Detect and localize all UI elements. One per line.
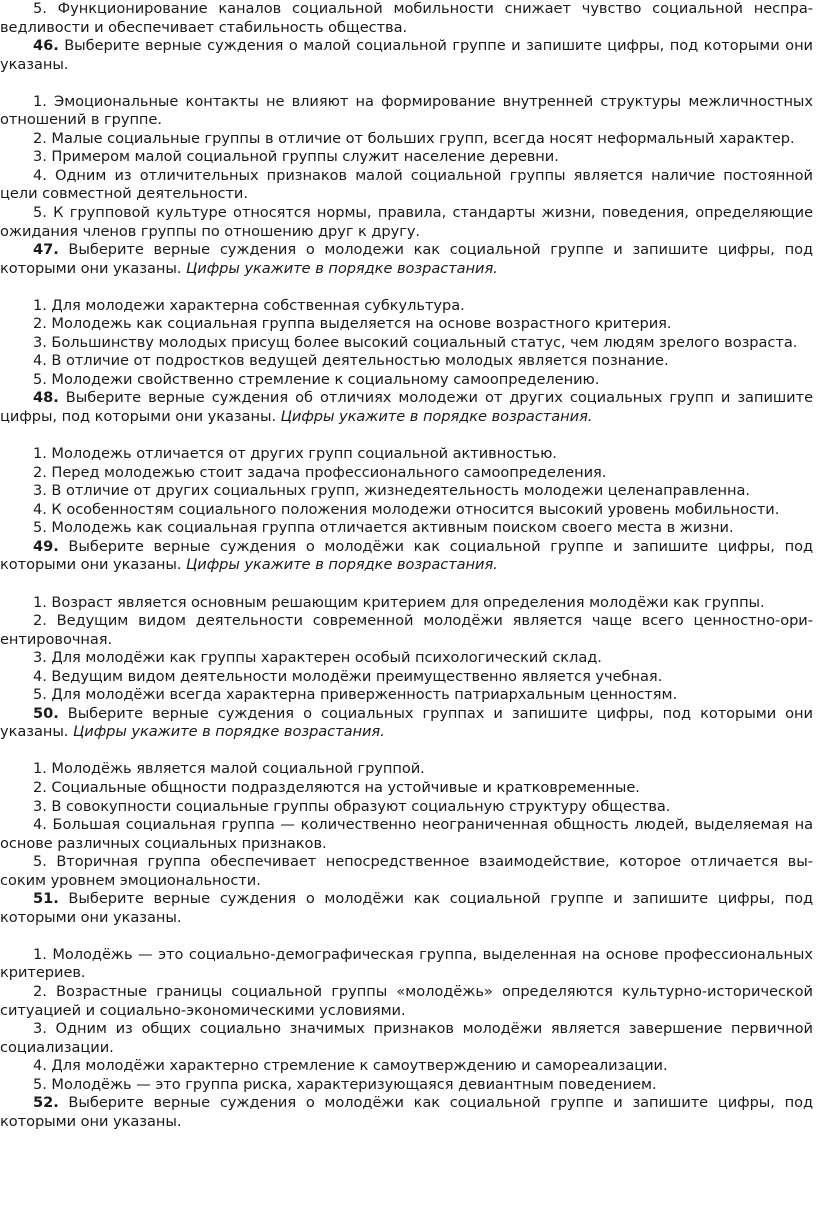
answer-option: 5. Для молодёжи всегда характерна приверженность патриархальным ценностям. <box>33 686 678 704</box>
question-prompt <box>0 890 816 927</box>
answer-option: 3. В совокупности социальные группы образуют социальную структуру общества. <box>33 797 671 815</box>
question-text: Выберите верные суждения о молодежи как социальной группе и запишите цифры, под которыми они указаны. <box>0 241 813 277</box>
answer-option: 4. Ведущим видом деятельности молодёжи преимущественно является учебная. <box>33 667 663 685</box>
question-text: Выберите верные суждения о малой социальной группе и запишите цифры, под которыми они указаны. <box>0 37 813 73</box>
answer-option: 1. Для молодежи характерна собственная субкультура. <box>33 296 465 314</box>
answer-option: 3. Большинству молодых присущ более высокий социальный статус, чем людям зрелого возраста. <box>33 333 798 351</box>
question-prompt <box>0 37 816 74</box>
question-hint: Цифры укажите в порядке возрастания. <box>186 556 498 574</box>
answer-option: 3. В отличие от других социальных групп, жизнедеятельность молодежи целенаправленна. <box>33 482 750 500</box>
question-prompt <box>0 241 816 278</box>
answer-option: 4. Для молодёжи характерно стремление к самоутверждению и самореализации. <box>33 1057 668 1075</box>
question-prompt <box>0 1094 816 1131</box>
question-text: Выберите верные суждения об отличиях молодежи от других социальных групп и запишите цифры, под которыми они указаны. <box>0 389 813 426</box>
question-text: Выберите верные суждения о молодёжи как социальной группе и запишите цифры, под которыми они указаны. <box>0 1094 813 1130</box>
question-number: 46. <box>33 37 59 55</box>
answer-option: 5. Молодежь как социальная группа отличается активным поиском своего места в жизни. <box>33 519 734 537</box>
question-prompt <box>0 538 816 575</box>
answer-option: 3. Для молодёжи как группы характерен особый психологический склад. <box>33 649 602 667</box>
question-hint: Цифры укажите в порядке возрастания. <box>186 259 498 277</box>
question-text: Выберите верные суждения о молодёжи как социальной группе и запишите цифры, под которыми они указаны. <box>0 890 813 926</box>
blank-line <box>0 742 816 761</box>
question-text: Выберите верные суждения о социальных группах и запишите цифры, под которыми они указаны. <box>0 704 813 741</box>
answer-option: 2. Малые социальные группы в отличие от больших групп, всегда носят неформальный характер. <box>33 129 795 147</box>
answer-option: 2. Возрастные границы социальной группы «молодёжь» определяются культурно-исторической ситуацией и социально-экономическими условиями. <box>0 982 813 1019</box>
answer-option: 3. Одним из общих социально значимых признаков молодёжи является завершение первичной социализации. <box>0 1020 813 1056</box>
answer-option: 2. Молодежь как социальная группа выделяется на основе возрастного критерия. <box>33 315 672 333</box>
blank-line <box>0 575 816 594</box>
answer-option: 5. Вторичная группа обеспечивает непосредственное взаимодействие, которое отличается высоким уровнем эмоциональности. <box>0 853 813 889</box>
answer-option: 1. Молодёжь является малой социальной группой. <box>33 760 425 778</box>
question-text: Выберите верные суждения о молодёжи как социальной группе и запишите цифры, под которыми они указаны. <box>0 537 813 574</box>
question-hint: Цифры укажите в порядке возрастания. <box>280 408 593 426</box>
answer-option: 1. Молодежь отличается от других групп социальной активностью. <box>33 445 557 463</box>
blank-line <box>0 427 816 446</box>
question-number: 48. <box>33 389 59 407</box>
question-number: 47. <box>33 241 59 259</box>
answer-option: 2. Перед молодежью стоит задача профессионального самоопределения. <box>33 463 607 481</box>
answer-option: 2. Социальные общности подразделяются на устойчивые и кратковременные. <box>33 778 640 796</box>
answer-option: 4. В отличие от подростков ведущей деятельностью молодых является познание. <box>33 352 669 370</box>
answer-option: 5. Функционирование каналов социальной мобильности снижает чувство социальной несправедливости и обеспечивает стабильность общества. <box>0 0 813 36</box>
answer-option: 4. К особенностям социального положения молодежи относится высокий уровень мобильности. <box>33 500 780 518</box>
blank-line <box>0 74 816 93</box>
answer-option: 4. Большая социальная группа — количественно неограниченная общность людей, выделяемая на основе различных социальных признаков. <box>0 816 813 852</box>
answer-option: 5. Молодежи свойственно стремление к социальному самоопределению. <box>33 370 600 388</box>
answer-option: 5. Молодёжь — это группа риска, характеризующаяся девиантным поведением. <box>33 1075 657 1093</box>
answer-option: 3. Примером малой социальной группы служит население деревни. <box>33 148 559 166</box>
blank-line <box>0 927 816 946</box>
question-hint: Цифры укажите в порядке возрастания. <box>73 723 385 741</box>
question-prompt <box>0 705 816 742</box>
question-number: 49. <box>33 537 59 555</box>
answer-option: 1. Возраст является основным решающим критерием для определения молодёжи как группы. <box>33 593 765 611</box>
question-prompt <box>0 389 816 426</box>
question-number: 50. <box>33 704 59 722</box>
answer-option: 2. Ведущим видом деятельности современной молодёжи является чаще всего ценностно-ориентировочная. <box>0 612 813 648</box>
answer-option: 5. К групповой культуре относятся нормы, правила, стандарты жизни, поведения, определяющие ожидания членов группы по отношению друг к другу. <box>0 204 813 240</box>
answer-option: 1. Эмоциональные контакты не влияют на формирование внутренней структуры межличностных отношений в группе. <box>0 92 813 129</box>
answer-option: 1. Молодёжь — это социально-демографическая группа, выделенная на основе профессиональных критериев. <box>0 945 813 982</box>
question-number: 52. <box>33 1094 59 1112</box>
question-number: 51. <box>33 890 59 908</box>
answer-option: 4. Одним из отличительных признаков малой социальной группы является наличие постоянной цели совместной деятельности. <box>0 166 813 203</box>
blank-line <box>0 278 816 297</box>
